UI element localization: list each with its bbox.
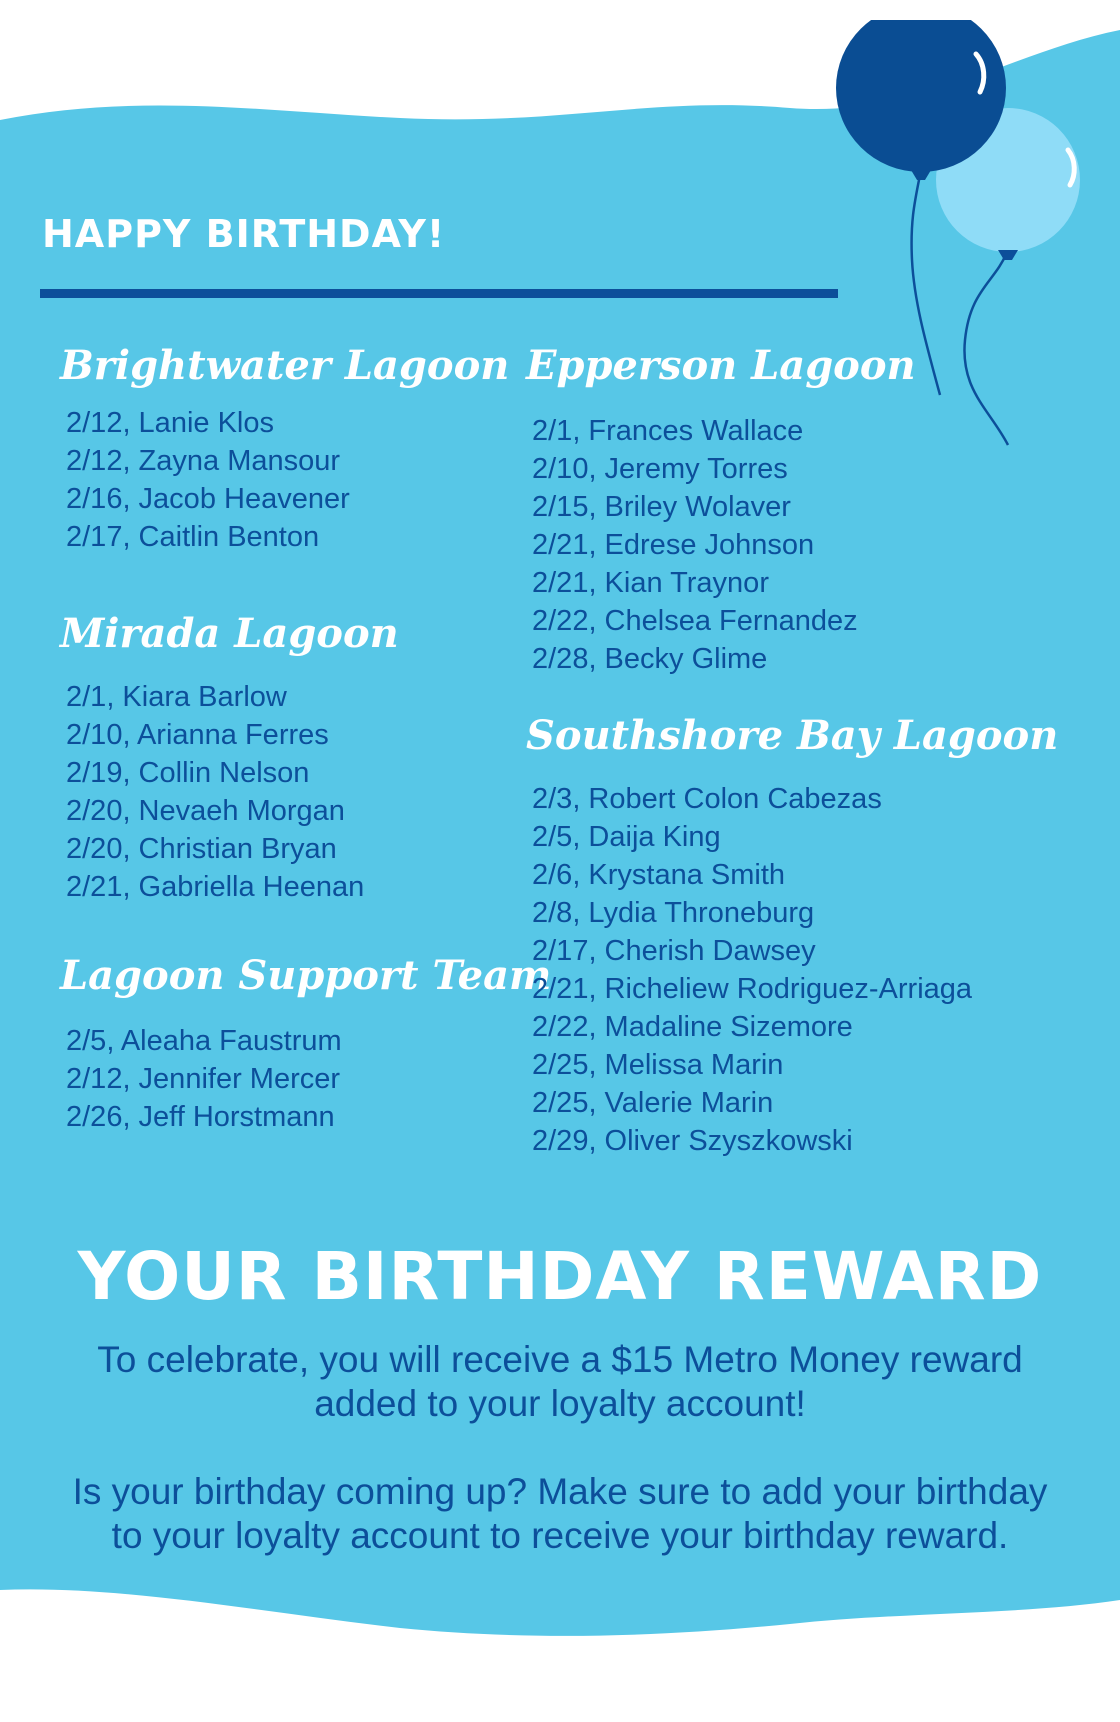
reward-reminder: [20, 1470, 1100, 1558]
group-mirada-lagoon: [60, 608, 480, 906]
birthday-entry: 2/21, Gabriella Heenan: [66, 871, 365, 903]
birthday-entry: 2/1, Frances Wallace: [532, 415, 804, 447]
group-epperson-lagoon: [526, 340, 1066, 678]
reward-line: added to your loyalty account!: [314, 1383, 806, 1424]
group-title: Southshore Bay Lagoon: [526, 712, 1059, 759]
birthday-entry: 2/19, Collin Nelson: [66, 757, 310, 789]
group-title: Lagoon Support Team: [60, 952, 552, 999]
birthday-entry: 2/22, Madaline Sizemore: [532, 1011, 853, 1043]
birthday-entry: 2/17, Caitlin Benton: [66, 521, 320, 553]
group-lagoon-support-team: [60, 950, 552, 1136]
right-column: [526, 340, 1066, 1160]
title-divider: [40, 289, 838, 298]
birthday-entry: 2/6, Krystana Smith: [532, 859, 786, 891]
birthday-entry: 2/29, Oliver Szyszkowski: [532, 1125, 853, 1157]
birthday-entry: 2/28, Becky Glime: [532, 643, 768, 675]
birthday-entry: 2/5, Daija King: [532, 821, 721, 853]
birthday-entry: 2/3, Robert Colon Cabezas: [532, 783, 882, 815]
birthday-list: [60, 404, 480, 556]
birthday-entry: 2/15, Briley Wolaver: [532, 491, 791, 523]
birthday-entry: 2/12, Zayna Mansour: [66, 445, 341, 477]
group-brightwater-lagoon: [60, 340, 510, 556]
group-southshore-bay-lagoon: [526, 710, 1066, 1160]
group-title: Brightwater Lagoon: [60, 342, 510, 389]
birthday-entry: 2/21, Richeliew Rodriguez-Arriaga: [532, 973, 973, 1005]
reward-line: To celebrate, you will receive a $15 Metro Money reward: [97, 1339, 1023, 1380]
birthday-entry: 2/1, Kiara Barlow: [66, 681, 287, 713]
birthday-entry: 2/26, Jeff Horstmann: [66, 1101, 335, 1133]
birthday-entry: 2/16, Jacob Heavener: [66, 483, 350, 515]
birthday-entry: 2/10, Arianna Ferres: [66, 719, 329, 751]
group-title: Epperson Lagoon: [526, 342, 916, 389]
birthday-list: [60, 678, 480, 906]
birthday-entry: 2/21, Kian Traynor: [532, 567, 769, 599]
birthday-entry: 2/8, Lydia Throneburg: [532, 897, 815, 929]
group-title: Mirada Lagoon: [60, 610, 399, 657]
birthday-entry: 2/17, Cherish Dawsey: [532, 935, 816, 967]
birthday-entry: 2/5, Aleaha Faustrum: [66, 1025, 342, 1057]
birthday-entry: 2/12, Lanie Klos: [66, 407, 274, 439]
reward-title: YOUR BIRTHDAY REWARD: [77, 1238, 1043, 1315]
left-column: [60, 340, 552, 1136]
birthday-list: [526, 780, 1066, 1160]
birthday-entry: 2/25, Melissa Marin: [532, 1049, 784, 1081]
reward-message: [20, 1338, 1100, 1426]
birthday-list: [60, 1022, 480, 1136]
birthday-entry: 2/21, Edrese Johnson: [532, 529, 815, 561]
reward-line: Is your birthday coming up? Make sure to add your birthday: [72, 1471, 1048, 1512]
birthday-entry: 2/22, Chelsea Fernandez: [532, 605, 858, 637]
birthday-entry: 2/10, Jeremy Torres: [532, 453, 788, 485]
birthday-entry: 2/12, Jennifer Mercer: [66, 1063, 341, 1095]
birthday-entry: 2/25, Valerie Marin: [532, 1087, 774, 1119]
reward-line: to your loyalty account to receive your birthday reward.: [111, 1515, 1009, 1556]
page-title: HAPPY BIRTHDAY!: [42, 212, 446, 256]
birthday-entry: 2/20, Christian Bryan: [66, 833, 337, 865]
birthday-list: [526, 412, 1066, 678]
birthday-entry: 2/20, Nevaeh Morgan: [66, 795, 345, 827]
